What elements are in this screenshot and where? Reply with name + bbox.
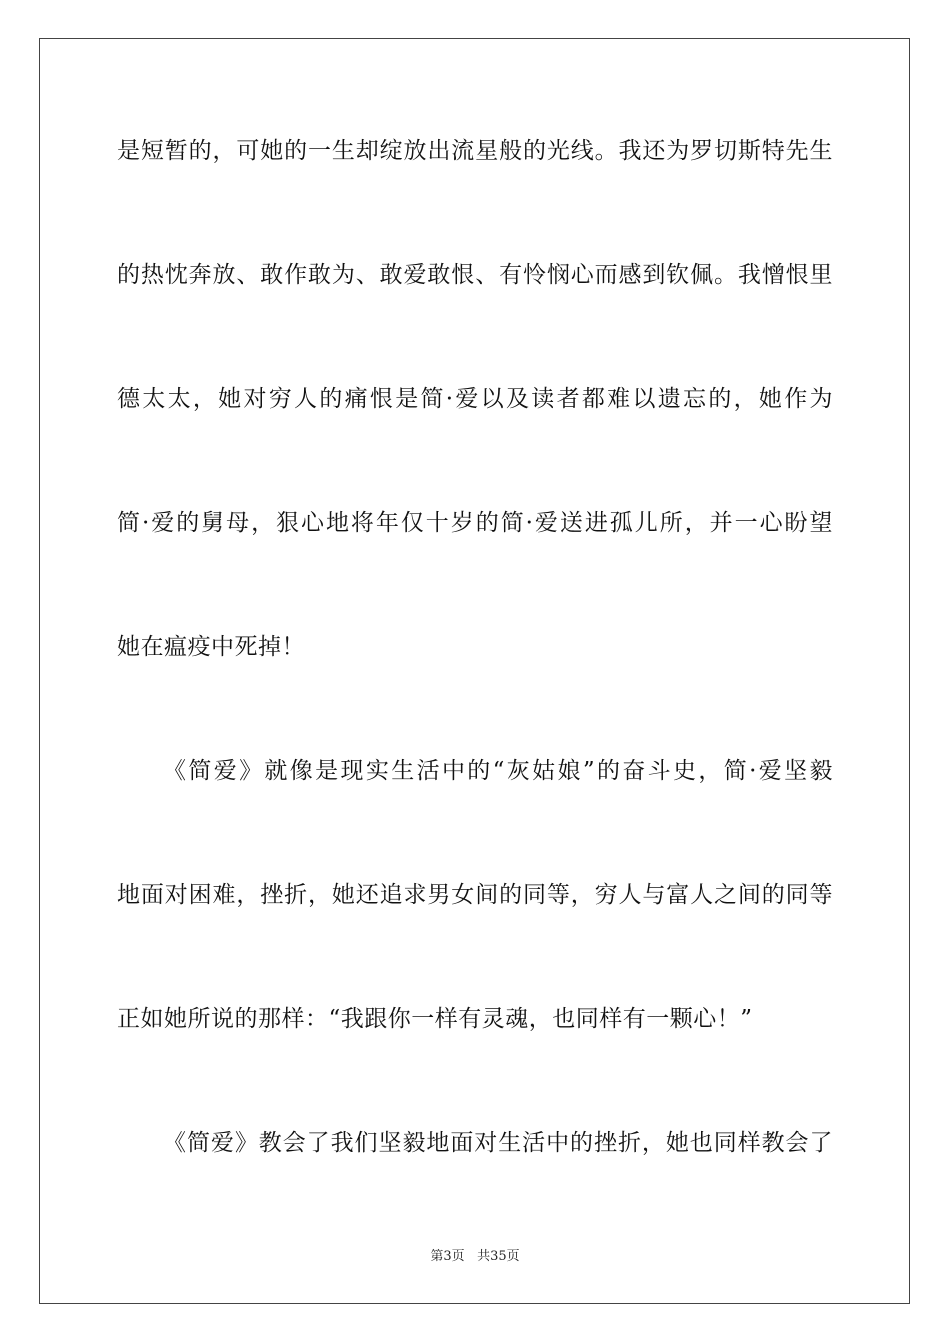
body-text-line: 正如她所说的那样：“我跟你一样有灵魂，也同样有一颗心！”	[117, 1006, 753, 1032]
body-text-line: 她在瘟疫中死掉！	[117, 634, 305, 660]
page-number: 第3页	[430, 1249, 465, 1264]
page-frame	[39, 38, 910, 1304]
body-text-line: 《简爱》教会了我们坚毅地面对生活中的挫折，她也同样教会了	[163, 1130, 833, 1156]
body-text-line: 是短暂的，可她的一生却绽放出流星般的光线。我还为罗切斯特先生	[117, 138, 833, 164]
body-text-line: 德太太，她对穷人的痛恨是简·爱以及读者都难以遗忘的，她作为	[117, 386, 833, 412]
page-footer	[0, 1248, 950, 1266]
body-text-line: 地面对困难，挫折，她还追求男女间的同等，穷人与富人之间的同等	[117, 882, 833, 908]
body-text-line: 简·爱的舅母，狠心地将年仅十岁的简·爱送进孤儿所，并一心盼望	[117, 510, 833, 536]
page-total: 共35页	[477, 1249, 520, 1264]
body-text-line: 的热忱奔放、敢作敢为、敢爱敢恨、有怜悯心而感到钦佩。我憎恨里	[117, 262, 833, 288]
body-text-line: 《简爱》就像是现实生活中的“灰姑娘”的奋斗史，简·爱坚毅	[163, 758, 833, 784]
